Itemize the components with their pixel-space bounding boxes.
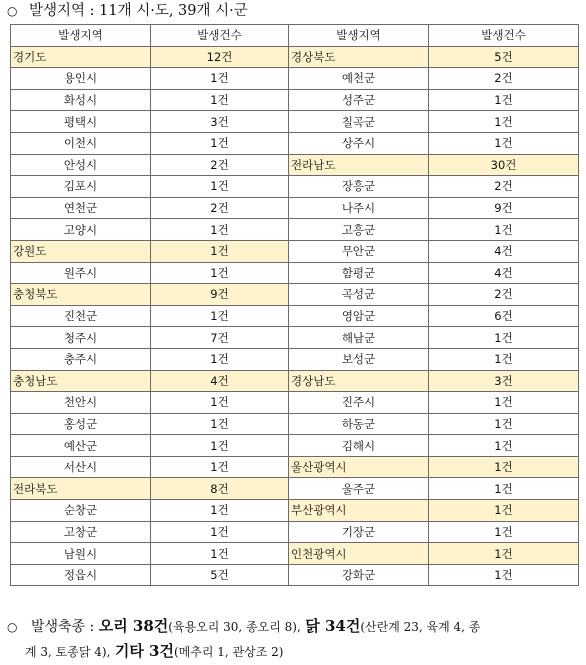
city-name-left: 이천시 (11, 132, 151, 154)
table-row (11, 132, 579, 154)
table-row (11, 348, 579, 370)
city-count-left: 1건 (151, 305, 289, 327)
species-line-2 (7, 639, 582, 664)
city-name-left: 안성시 (11, 154, 151, 176)
city-count-left: 1건 (151, 456, 289, 478)
table-row (11, 219, 579, 241)
city-name-right: 함평군 (289, 262, 429, 284)
province-name-right: 경상남도 (289, 370, 429, 392)
province-name-left: 충청남도 (11, 370, 151, 392)
province-name-right: 인천광역시 (289, 543, 429, 565)
city-name-right: 고흥군 (289, 219, 429, 241)
city-count-left: 1건 (151, 521, 289, 543)
table-row (11, 154, 579, 176)
city-count-left: 1건 (151, 413, 289, 435)
province-count-left: 9건 (151, 284, 289, 306)
table-row (11, 435, 579, 457)
duck-total: 오리 38건 (98, 617, 169, 635)
header-region-left: 발생지역 (11, 25, 151, 47)
city-name-left: 고창군 (11, 521, 151, 543)
city-name-right: 칠곡군 (289, 111, 429, 133)
city-count-left: 1건 (151, 435, 289, 457)
other-detail: (메추리 1, 관상조 2) (174, 645, 284, 659)
table-row (11, 176, 579, 198)
table-row (11, 413, 579, 435)
province-count-left: 1건 (151, 240, 289, 262)
table-row (11, 111, 579, 133)
city-count-left: 1건 (151, 176, 289, 198)
chicken-detail-a: (산란계 23, 육계 4, 종 (360, 620, 481, 634)
city-name-left: 원주시 (11, 262, 151, 284)
duck-detail: (육용오리 30, 종오리 8), (168, 620, 301, 634)
province-count-right: 30건 (429, 154, 579, 176)
table-row (11, 543, 579, 565)
city-count-left: 1건 (151, 219, 289, 241)
city-name-right: 나주시 (289, 197, 429, 219)
table-row (11, 564, 579, 586)
city-name-left: 정읍시 (11, 564, 151, 586)
table-row (11, 305, 579, 327)
city-count-left: 1건 (151, 132, 289, 154)
province-name-left: 경기도 (11, 46, 151, 68)
city-count-left: 1건 (151, 392, 289, 414)
species-label: 발생축종 : (31, 619, 95, 635)
city-count-right: 1건 (429, 111, 579, 133)
table-row (11, 240, 579, 262)
section-heading (7, 0, 248, 22)
city-count-left: 1건 (151, 348, 289, 370)
table-header-row (11, 25, 579, 47)
table-row (11, 392, 579, 414)
city-name-right: 영암군 (289, 305, 429, 327)
city-count-right: 6건 (429, 305, 579, 327)
city-name-right: 김해시 (289, 435, 429, 457)
city-count-right: 9건 (429, 197, 579, 219)
city-name-right: 진주시 (289, 392, 429, 414)
city-count-right: 1건 (429, 435, 579, 457)
city-count-left: 7건 (151, 327, 289, 349)
province-count-left: 12건 (151, 46, 289, 68)
city-name-left: 평택시 (11, 111, 151, 133)
city-name-right: 성주군 (289, 89, 429, 111)
province-name-left: 강원도 (11, 240, 151, 262)
city-count-left: 3건 (151, 111, 289, 133)
heading-text: 발생지역 : 11개 시·도, 39개 시·군 (29, 3, 248, 19)
species-summary (7, 614, 582, 664)
city-name-right: 보성군 (289, 348, 429, 370)
bullet-icon: ○ (7, 4, 18, 18)
table-row (11, 327, 579, 349)
city-name-right: 기장군 (289, 521, 429, 543)
city-name-left: 고양시 (11, 219, 151, 241)
province-count-right: 1건 (429, 500, 579, 522)
city-count-right: 1건 (429, 327, 579, 349)
province-name-right: 부산광역시 (289, 500, 429, 522)
other-total: 기타 3건 (114, 642, 174, 660)
species-line-1 (7, 614, 582, 639)
city-name-left: 서산시 (11, 456, 151, 478)
chicken-total: 닭 34건 (305, 617, 361, 635)
city-count-right: 1건 (429, 478, 579, 500)
city-name-left: 충주시 (11, 348, 151, 370)
city-count-right: 1건 (429, 564, 579, 586)
table-row (11, 46, 579, 68)
city-name-right: 울주군 (289, 478, 429, 500)
table-row (11, 284, 579, 306)
city-name-left: 순창군 (11, 500, 151, 522)
bullet-icon: ○ (7, 620, 18, 634)
province-count-right: 1건 (429, 456, 579, 478)
province-name-left: 충청북도 (11, 284, 151, 306)
city-name-right: 장흥군 (289, 176, 429, 198)
city-count-right: 4건 (429, 240, 579, 262)
outbreak-region-table (10, 24, 579, 586)
city-count-right: 1건 (429, 521, 579, 543)
table-row (11, 456, 579, 478)
city-name-left: 연천군 (11, 197, 151, 219)
province-name-right: 전라남도 (289, 154, 429, 176)
province-count-left: 4건 (151, 370, 289, 392)
city-count-right: 2건 (429, 68, 579, 90)
city-name-right: 곡성군 (289, 284, 429, 306)
city-name-right: 강화군 (289, 564, 429, 586)
table-row (11, 262, 579, 284)
table-row (11, 370, 579, 392)
table-row (11, 521, 579, 543)
table-row (11, 500, 579, 522)
city-count-right: 1건 (429, 132, 579, 154)
province-count-left: 8건 (151, 478, 289, 500)
province-count-right: 3건 (429, 370, 579, 392)
province-name-left: 전라북도 (11, 478, 151, 500)
province-name-right: 경상북도 (289, 46, 429, 68)
city-name-left: 화성시 (11, 89, 151, 111)
table-row (11, 197, 579, 219)
chicken-detail-b: 계 3, 토종닭 4), (25, 645, 111, 659)
city-count-right: 2건 (429, 284, 579, 306)
province-name-right: 울산광역시 (289, 456, 429, 478)
table-row (11, 68, 579, 90)
city-count-right: 1건 (429, 219, 579, 241)
table-body (11, 46, 579, 586)
table-row (11, 89, 579, 111)
city-name-right: 해남군 (289, 327, 429, 349)
city-count-right: 1건 (429, 89, 579, 111)
city-count-right: 2건 (429, 176, 579, 198)
city-name-right: 예천군 (289, 68, 429, 90)
city-name-left: 진천군 (11, 305, 151, 327)
header-count-left: 발생건수 (151, 25, 289, 47)
city-count-left: 1건 (151, 89, 289, 111)
city-count-left: 2건 (151, 197, 289, 219)
city-name-right: 무안군 (289, 240, 429, 262)
city-name-left: 용인시 (11, 68, 151, 90)
city-count-right: 1건 (429, 413, 579, 435)
city-count-left: 1건 (151, 68, 289, 90)
city-name-right: 하동군 (289, 413, 429, 435)
table-row (11, 478, 579, 500)
city-name-left: 예산군 (11, 435, 151, 457)
city-count-left: 2건 (151, 154, 289, 176)
header-region-right: 발생지역 (289, 25, 429, 47)
city-name-right: 상주시 (289, 132, 429, 154)
city-count-right: 4건 (429, 262, 579, 284)
province-count-right: 5건 (429, 46, 579, 68)
city-count-right: 1건 (429, 392, 579, 414)
city-count-left: 1건 (151, 500, 289, 522)
province-count-right: 1건 (429, 543, 579, 565)
city-count-right: 1건 (429, 348, 579, 370)
city-name-left: 천안시 (11, 392, 151, 414)
city-name-left: 김포시 (11, 176, 151, 198)
city-count-left: 1건 (151, 262, 289, 284)
header-count-right: 발생건수 (429, 25, 579, 47)
city-count-left: 5건 (151, 564, 289, 586)
city-name-left: 남원시 (11, 543, 151, 565)
city-count-left: 1건 (151, 543, 289, 565)
city-name-left: 청주시 (11, 327, 151, 349)
city-name-left: 홍성군 (11, 413, 151, 435)
